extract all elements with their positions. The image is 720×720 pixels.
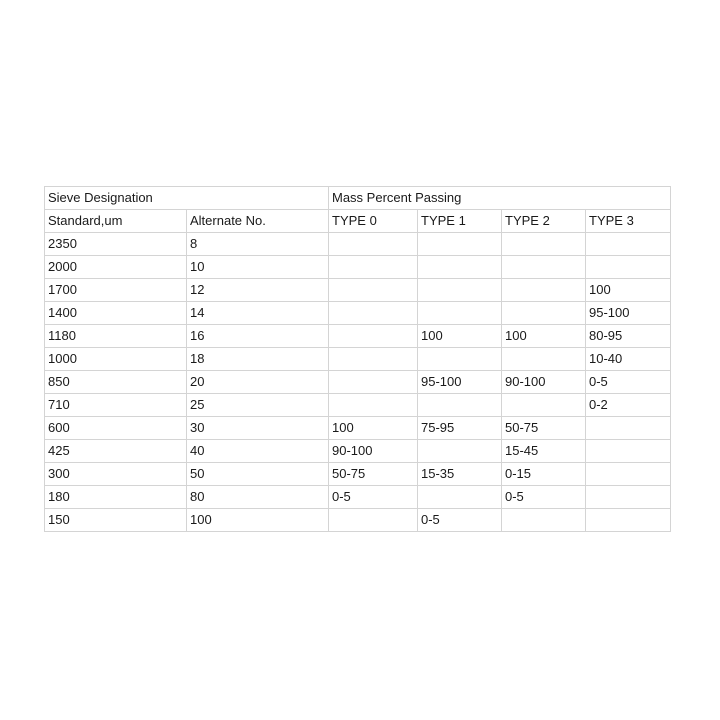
cell-type-3 (586, 256, 671, 279)
table-row (45, 348, 671, 371)
cell-alternate: 8 (187, 233, 329, 256)
cell-type-1 (418, 302, 502, 325)
cell-type-1: 100 (418, 325, 502, 348)
cell-alternate: 50 (187, 463, 329, 486)
cell-type-1 (418, 394, 502, 417)
cell-type-0 (329, 394, 418, 417)
table-row (45, 509, 671, 532)
cell-alternate: 80 (187, 486, 329, 509)
cell-standard: 180 (45, 486, 187, 509)
cell-type-3 (586, 440, 671, 463)
cell-type-3 (586, 486, 671, 509)
column-header-alternate: Alternate No. (187, 210, 329, 233)
table-row (45, 486, 671, 509)
cell-type-3: 0-5 (586, 371, 671, 394)
cell-type-2: 50-75 (502, 417, 586, 440)
cell-type-1: 15-35 (418, 463, 502, 486)
column-header-type-1: TYPE 1 (418, 210, 502, 233)
cell-type-1: 0-5 (418, 509, 502, 532)
cell-type-3: 100 (586, 279, 671, 302)
cell-type-2: 100 (502, 325, 586, 348)
table-row (45, 256, 671, 279)
cell-type-0 (329, 325, 418, 348)
cell-type-3 (586, 233, 671, 256)
table-row (45, 233, 671, 256)
cell-type-1 (418, 486, 502, 509)
cell-type-1 (418, 348, 502, 371)
cell-type-3: 0-2 (586, 394, 671, 417)
sieve-table (44, 186, 671, 532)
cell-alternate: 18 (187, 348, 329, 371)
cell-standard: 2000 (45, 256, 187, 279)
table-row (45, 417, 671, 440)
cell-type-2 (502, 233, 586, 256)
sieve-table-body (45, 187, 671, 532)
table-row (45, 302, 671, 325)
column-header-row (45, 210, 671, 233)
cell-standard: 600 (45, 417, 187, 440)
cell-standard: 850 (45, 371, 187, 394)
cell-standard: 300 (45, 463, 187, 486)
cell-type-1: 75-95 (418, 417, 502, 440)
cell-type-1 (418, 256, 502, 279)
cell-type-3: 95-100 (586, 302, 671, 325)
cell-alternate: 16 (187, 325, 329, 348)
cell-type-0 (329, 348, 418, 371)
cell-type-0 (329, 371, 418, 394)
cell-type-0: 100 (329, 417, 418, 440)
cell-type-3 (586, 463, 671, 486)
column-header-type-0: TYPE 0 (329, 210, 418, 233)
cell-type-2: 0-15 (502, 463, 586, 486)
cell-type-0 (329, 279, 418, 302)
group-header-row (45, 187, 671, 210)
cell-type-0 (329, 256, 418, 279)
cell-type-1 (418, 440, 502, 463)
cell-standard: 1180 (45, 325, 187, 348)
cell-alternate: 12 (187, 279, 329, 302)
cell-type-2 (502, 509, 586, 532)
cell-alternate: 30 (187, 417, 329, 440)
cell-alternate: 25 (187, 394, 329, 417)
cell-type-2: 90-100 (502, 371, 586, 394)
cell-alternate: 20 (187, 371, 329, 394)
cell-standard: 150 (45, 509, 187, 532)
cell-alternate: 100 (187, 509, 329, 532)
cell-standard: 1700 (45, 279, 187, 302)
cell-type-2 (502, 394, 586, 417)
cell-type-1 (418, 279, 502, 302)
cell-type-0: 0-5 (329, 486, 418, 509)
table-row (45, 371, 671, 394)
cell-type-0 (329, 233, 418, 256)
cell-type-2 (502, 279, 586, 302)
cell-type-0 (329, 302, 418, 325)
cell-standard: 425 (45, 440, 187, 463)
cell-standard: 1400 (45, 302, 187, 325)
cell-type-0: 90-100 (329, 440, 418, 463)
table-row (45, 279, 671, 302)
cell-type-2 (502, 302, 586, 325)
cell-type-2: 0-5 (502, 486, 586, 509)
cell-type-1 (418, 233, 502, 256)
table-row (45, 394, 671, 417)
cell-alternate: 14 (187, 302, 329, 325)
mass-percent-passing-header: Mass Percent Passing (329, 187, 671, 210)
table-row (45, 463, 671, 486)
cell-type-1: 95-100 (418, 371, 502, 394)
cell-type-0 (329, 509, 418, 532)
cell-standard: 710 (45, 394, 187, 417)
cell-type-3: 80-95 (586, 325, 671, 348)
sieve-designation-header: Sieve Designation (45, 187, 329, 210)
cell-standard: 1000 (45, 348, 187, 371)
cell-type-2: 15-45 (502, 440, 586, 463)
cell-alternate: 40 (187, 440, 329, 463)
cell-standard: 2350 (45, 233, 187, 256)
cell-type-3 (586, 509, 671, 532)
cell-alternate: 10 (187, 256, 329, 279)
table-row (45, 325, 671, 348)
table-row (45, 440, 671, 463)
column-header-standard: Standard,um (45, 210, 187, 233)
cell-type-2 (502, 256, 586, 279)
column-header-type-3: TYPE 3 (586, 210, 671, 233)
cell-type-3 (586, 417, 671, 440)
cell-type-3: 10-40 (586, 348, 671, 371)
cell-type-2 (502, 348, 586, 371)
column-header-type-2: TYPE 2 (502, 210, 586, 233)
cell-type-0: 50-75 (329, 463, 418, 486)
